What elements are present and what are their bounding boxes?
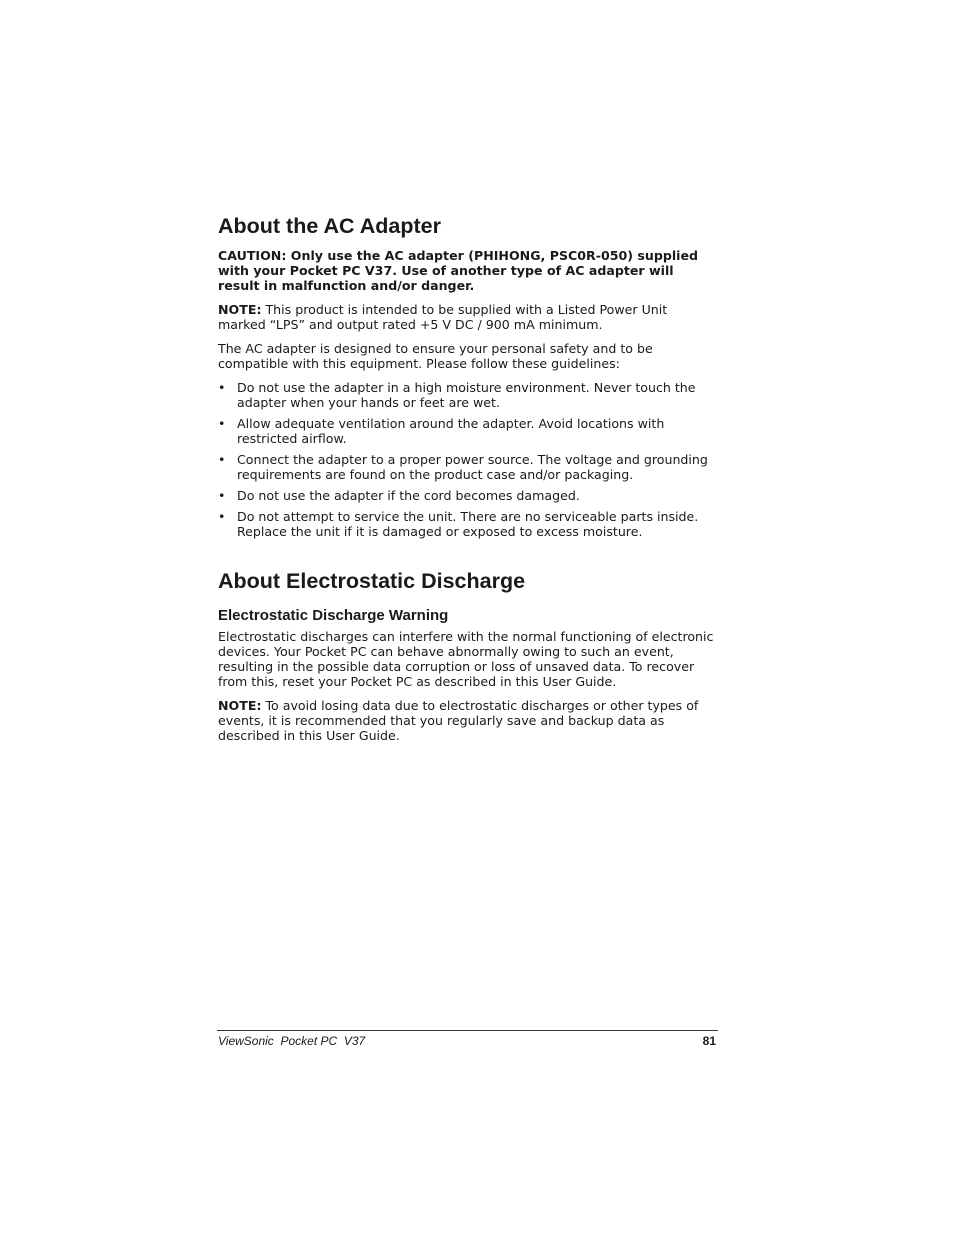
list-item: [218, 380, 718, 410]
page-number: 81: [702, 1034, 716, 1048]
note-label: NOTE:: [218, 302, 262, 317]
list-item-text: Do not use the adapter in a high moisture environment. Never touch the adapter when your hands or feet are wet.: [237, 380, 696, 410]
list-item-text: Do not use the adapter if the cord becomes damaged.: [237, 488, 580, 503]
guidelines-list: [218, 380, 718, 539]
guidelines-intro: The AC adapter is designed to ensure your personal safety and to be compatible with this equipment. Please follow these guidelines:: [218, 341, 653, 371]
note-power-unit: [218, 302, 718, 332]
list-item: [218, 488, 718, 503]
list-item-text: Allow adequate ventilation around the adapter. Avoid locations with restricted airflow.: [237, 416, 665, 446]
list-item-text: Connect the adapter to a proper power source. The voltage and grounding requirements are found on the product case and/or packaging.: [237, 452, 708, 482]
note-text: This product is intended to be supplied with a Listed Power Unit marked “LPS” and output rated +5 V DC / 900 mA minimum.: [218, 302, 668, 332]
bullet: •: [218, 416, 226, 431]
subsection-title-esd-warning: Electrostatic Discharge Warning: [218, 607, 449, 624]
section-title-esd: About Electrostatic Discharge: [218, 569, 526, 593]
section-title-ac-adapter: About the AC Adapter: [218, 214, 441, 238]
bullet: •: [218, 488, 226, 503]
footer-divider: [217, 1030, 718, 1031]
list-item-text: Do not attempt to service the unit. There are no serviceable parts inside. Replace the unit if it is damaged or exposed to excess moisture.: [237, 509, 699, 539]
note-esd: [218, 698, 718, 743]
esd-body: Electrostatic discharges can interfere with the normal functioning of electronic devices. Your Pocket PC can behave abnormally owing to such an event, resulting in the possible data corruption or loss of unsaved data. To recover from this, reset your Pocket PC as described in this User Guide.: [218, 629, 714, 689]
list-item: [218, 416, 718, 446]
note-text: To avoid losing data due to electrostatic discharges or other types of events, it is recommended that you regularly save and backup data as described in this User Guide.: [218, 698, 699, 743]
list-item: [218, 452, 718, 482]
page-content: [218, 212, 718, 752]
bullet: •: [218, 452, 226, 467]
note-label: NOTE:: [218, 698, 262, 713]
caution-text: CAUTION: Only use the AC adapter (PHIHONG, PSC0R-050) supplied with your Pocket PC V37. Use of another type of AC adapter will result in malfunction and/or danger.: [218, 248, 699, 293]
list-item: [218, 509, 718, 539]
footer-product-name: ViewSonic Pocket PC V37: [218, 1034, 366, 1048]
bullet: •: [218, 380, 226, 395]
bullet: •: [218, 509, 226, 524]
